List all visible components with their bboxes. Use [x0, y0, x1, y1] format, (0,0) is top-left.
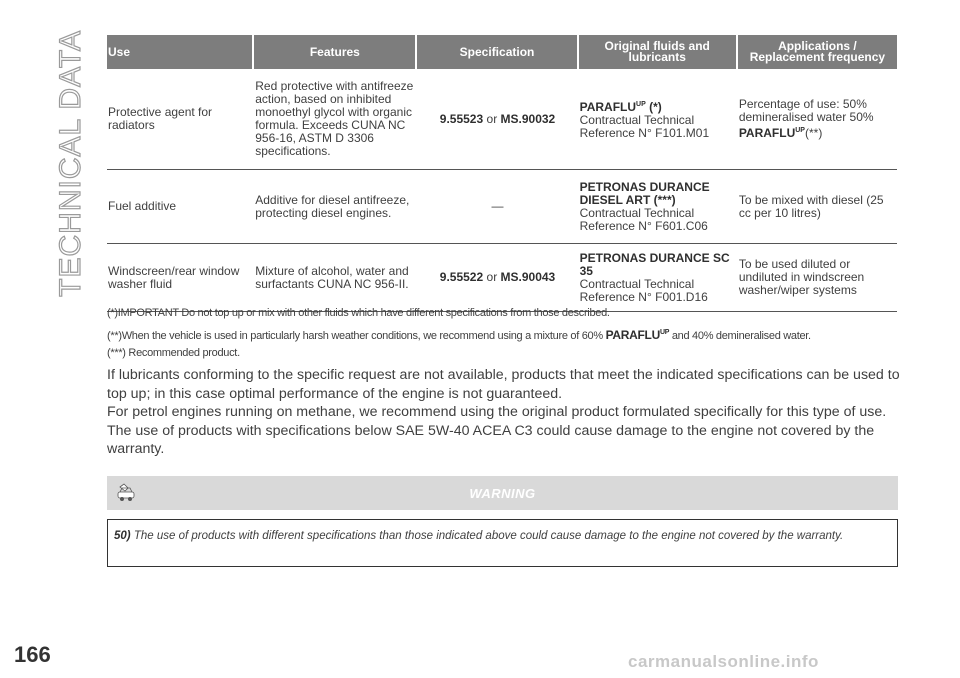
table-row: [107, 244, 897, 312]
warning-number: 50): [114, 530, 131, 542]
footnote-2: (**)When the vehicle is used in particularly harsh weather conditions, we recommend using a mixture of 60% $PARAFLU^{UP}$ and 40% demineralised water.: [107, 328, 811, 342]
body-text: [107, 366, 907, 459]
header-original-fluids: Original fluids and lubricants: [579, 35, 736, 69]
paragraph: For petrol engines running on methane, we recommend using the original product formulated specifically for this type of use.: [107, 404, 887, 420]
paragraph: The use of products with specifications below SAE 5W-40 ACEA C3 could cause damage to the engine not covered by the warranty.: [107, 422, 875, 457]
header-use: Use: [107, 35, 252, 69]
row-application: To be mixed with diesel (25 cc per 10 litres): [738, 192, 884, 220]
header-applications: Applications / Replacement frequency: [738, 35, 897, 69]
table-row: [107, 69, 897, 170]
row-features: Red protective with antifreeze action, based on inhibited monoethyl glycol with organic formula. Exceeds CUNA NC 956-16, ASTM D 3306 specifications.: [255, 79, 414, 158]
footnote-3: (***) Recommended product.: [107, 347, 240, 359]
row-application: Percentage of use: 50% demineralised water 50% $PARAFLU^{UP}(**)$: [738, 97, 874, 140]
car-warning-icon: [116, 482, 136, 504]
row-specification: —: [491, 199, 504, 213]
row-specification: 9.55523 or MS.90032: [439, 111, 556, 126]
table-row: [107, 170, 897, 244]
watermark: carmanualsonline.info: [628, 652, 819, 671]
row-use: Fuel additive: [108, 199, 177, 213]
row-specification: 9.55522 or MS.90043: [439, 270, 556, 284]
row-application: To be used diluted or undiluted in windscreen washer/wiper systems: [738, 257, 865, 297]
row-fluid: PETRONAS DURANCE SC 35 Contractual Technical Reference N° F001.D16: [579, 250, 730, 304]
table-header: [107, 35, 897, 69]
paragraph: If lubricants conforming to the specific request are not available, products that meet the indicated specifications can be used to top up; in this case optimal performance of the engine is not guaranteed.: [107, 367, 900, 402]
table-footnotes: [107, 306, 907, 366]
header-specification: Specification: [417, 35, 576, 69]
header-features: Features: [254, 35, 415, 69]
row-features: Additive for diesel antifreeze, protecting diesel engines.: [255, 192, 410, 220]
warning-note: [107, 519, 898, 567]
footnote-1: (*)IMPORTANT Do not top up or mix with other fluids which have different specifications from those described.: [107, 307, 610, 319]
row-features: Mixture of alcohol, water and surfactants CUNA NC 956-II.: [255, 263, 409, 291]
row-fluid: PETRONAS DURANCE DIESEL ART (***) Contractual Technical Reference N° F601.C06: [579, 179, 710, 233]
warning-text: The use of products with different specifications than those indicated above could cause damage to the engine not covered by the warranty.: [133, 530, 844, 542]
row-use: Windscreen/rear window washer fluid: [108, 263, 240, 291]
section-side-title: TECHNICAL DATA: [54, 30, 87, 297]
page-number: 166: [14, 642, 51, 667]
warning-header: [107, 476, 898, 510]
row-fluid: $PARAFLU^{UP}$ (*) Contractual Technical Reference N° F101.M01: [579, 100, 710, 140]
warning-title: WARNING: [469, 485, 536, 501]
fluids-spec-table: [107, 35, 897, 312]
row-use: Protective agent for radiators: [108, 105, 213, 132]
